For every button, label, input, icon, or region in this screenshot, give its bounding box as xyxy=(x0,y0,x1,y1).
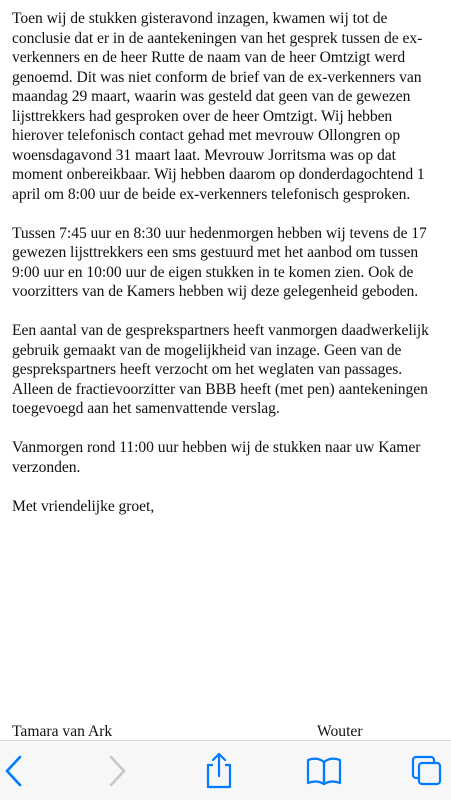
letter-body xyxy=(12,9,440,536)
share-icon xyxy=(204,752,234,790)
signature-row xyxy=(12,722,440,740)
share-button[interactable] xyxy=(197,749,241,793)
book-icon xyxy=(305,756,343,786)
tabs-icon xyxy=(410,754,444,788)
forward-button[interactable] xyxy=(95,749,139,793)
paragraph-1: Toen wij de stukken gisteravond inzagen, kwamen wij tot de conclusie dat er in de aantekeningen van het gesprek tussen de ex-verkenners en de heer Rutte de naam van de heer Omtzigt werd genoemd. Dit was niet conform de brief van de ex-verkenners van maandag 29 maart, waarin was gesteld dat geen van de gewezen lijsttrekkers had gesproken over de heer Omtzigt. Wij hebben hierover telefonisch contact gehad met mevrouw Ollongren op woensdagavond 31 maart laat. Mevrouw Jorritsma was op dat moment onbereikbaar. Wij hebben daarom op donderdagochtend 1 april om 8:00 uur de beide ex-verkenners telefonisch gesproken. xyxy=(12,10,425,203)
chevron-left-icon xyxy=(2,754,26,788)
browser-toolbar xyxy=(0,740,451,800)
back-button[interactable] xyxy=(0,749,36,793)
bookmarks-button[interactable] xyxy=(302,749,346,793)
paragraph-4: Vanmorgen rond 11:00 uur hebben wij de stukken naar uw Kamer verzonden. xyxy=(12,439,421,476)
paragraph-3: Een aantal van de gesprekspartners heeft vanmorgen daadwerkelijk gebruik gemaakt van de mogelijkheid van inzage. Geen van de gesprekspartners heeft verzocht om het weglaten van passages. Alleen de fractievoorzitter van BBB heeft (met pen) aantekeningen toegevoegd aan het samenvattende verslag. xyxy=(12,322,429,417)
chevron-right-icon xyxy=(105,754,129,788)
signature-right: Wouter xyxy=(317,723,363,740)
closing-greeting: Met vriendelijke groet, xyxy=(12,497,155,515)
tabs-button[interactable] xyxy=(405,749,449,793)
signature-left: Tamara van Ark xyxy=(12,723,113,740)
paragraph-2: Tussen 7:45 uur en 8:30 uur hedenmorgen hebben wij tevens de 17 gewezen lijsttrekkers een sms gestuurd met het aanbod om tussen 9:00 uur en 10:00 uur de eigen stukken in te komen zien. Ook de voorzitters van de Kamers hebben wij deze gelegenheid geboden. xyxy=(12,224,427,300)
